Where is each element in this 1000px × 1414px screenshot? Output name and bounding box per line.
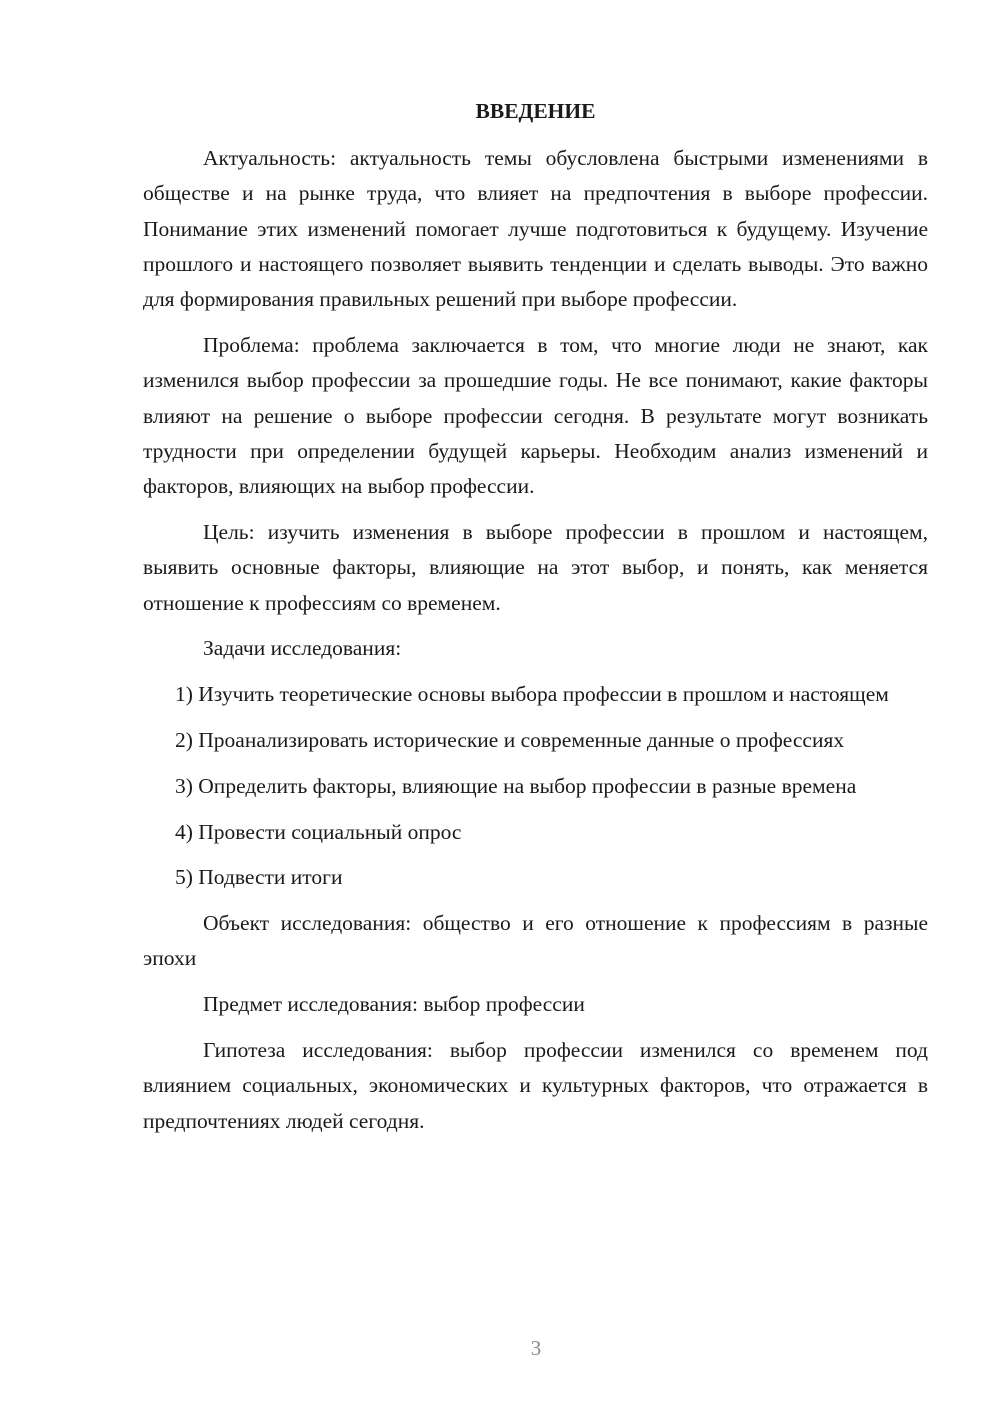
task-item-4: 4) Провести социальный опрос bbox=[175, 819, 462, 844]
paragraph-subject: Предмет исследования: выбор профессии bbox=[203, 992, 585, 1017]
section-heading: ВВЕДЕНИЕ bbox=[475, 99, 596, 123]
paragraph-relevance: Актуальность: актуальность темы обусловлена быстрыми изменениями в обществе и на рынке труда, что влияет на предпочтения в выборе профессии. Понимание этих изменений помогает лучше подготовиться к будущему. Изучение прошлого и настоящего позволяет выявить тенденции и сделать выводы. Это важно для формирования правильных решений при выборе профессии. bbox=[143, 146, 928, 312]
paragraph-hypothesis: Гипотеза исследования: выбор профессии изменился со временем под влиянием социальных, экономических и культурных факторов, что отражается в предпочтениях людей сегодня. bbox=[143, 1038, 928, 1133]
task-item-5: 5) Подвести итоги bbox=[175, 865, 343, 890]
page-number: 3 bbox=[530, 1336, 542, 1360]
document-body bbox=[143, 96, 928, 1149]
paragraph-tasks-heading: Задачи исследования: bbox=[203, 636, 402, 661]
paragraph-object: Объект исследования: общество и его отношение к профессиям в разные эпохи bbox=[143, 911, 928, 971]
task-item-3: 3) Определить факторы, влияющие на выбор профессии в разные времена bbox=[175, 773, 857, 798]
paragraph-goal: Цель: изучить изменения в выборе профессии в прошлом и настоящем, выявить основные факторы, влияющие на этот выбор, и понять, как меняется отношение к профессиям со временем. bbox=[143, 519, 928, 615]
task-item-1: 1) Изучить теоретические основы выбора профессии в прошлом и настоящем bbox=[175, 682, 889, 707]
paragraph-problem: Проблема: проблема заключается в том, что многие люди не знают, как изменился выбор профессии за прошедшие годы. Не все понимают, какие факторы влияют на решение о выборе профессии сегодня. В результате могут возникать трудности при определении будущей карьеры. Необходим анализ изменений и факторов, влияющих на выбор профессии. bbox=[143, 332, 928, 499]
task-item-2: 2) Проанализировать исторические и современные данные о профессиях bbox=[175, 727, 845, 752]
